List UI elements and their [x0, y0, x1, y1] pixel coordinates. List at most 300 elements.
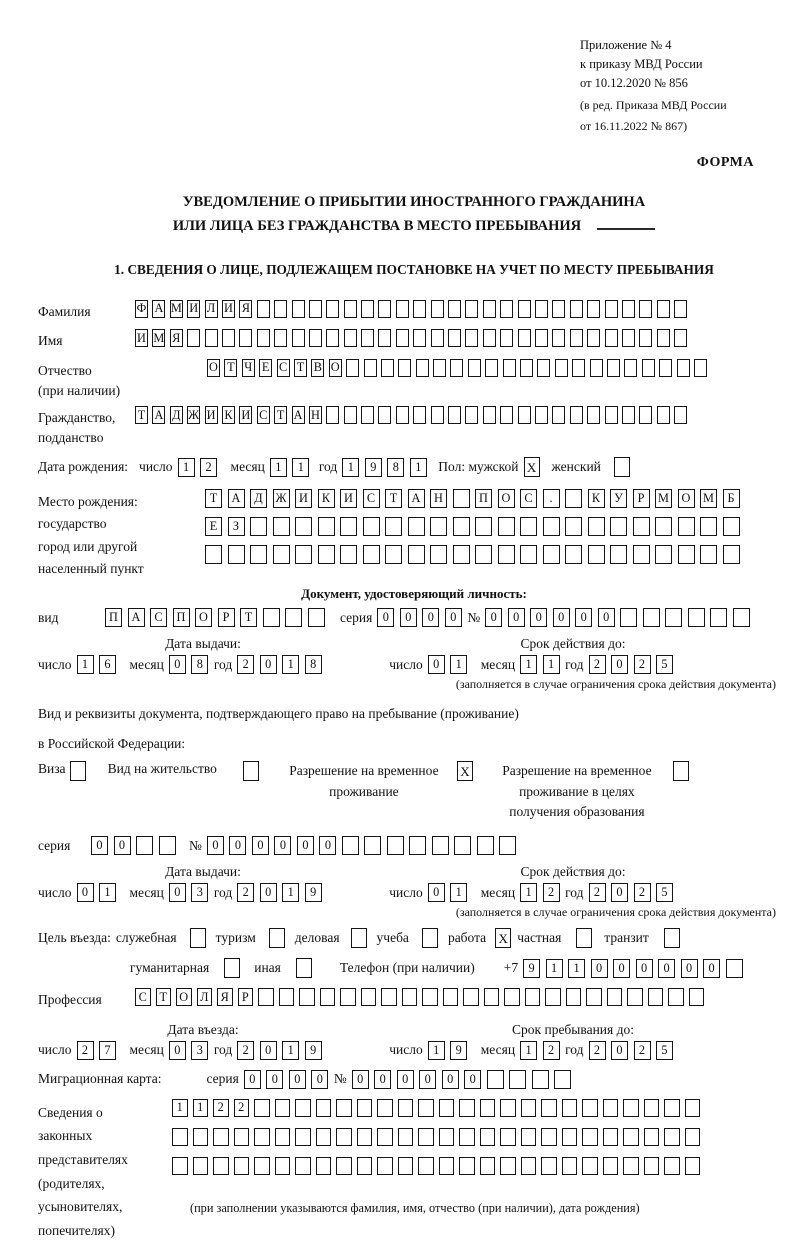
char-cell[interactable] [603, 1128, 619, 1146]
char-cell[interactable] [340, 988, 356, 1006]
char-cell[interactable]: 8 [191, 655, 208, 674]
char-cell[interactable] [500, 1128, 516, 1146]
char-cell[interactable] [623, 1157, 639, 1175]
char-cell[interactable] [607, 988, 623, 1006]
char-cell[interactable] [710, 608, 727, 627]
char-cell[interactable]: 2 [200, 458, 217, 477]
char-cell[interactable]: . [543, 489, 560, 508]
char-cell[interactable]: С [135, 988, 151, 1006]
char-cell[interactable] [448, 300, 461, 318]
char-cell[interactable] [228, 545, 245, 564]
char-cell[interactable] [385, 545, 402, 564]
char-cell[interactable] [624, 359, 637, 377]
char-cell[interactable] [453, 489, 470, 508]
char-cell[interactable]: 0 [553, 608, 570, 627]
char-cell[interactable]: 1 [520, 883, 537, 902]
char-cell[interactable] [396, 300, 409, 318]
char-cell[interactable]: 1 [282, 655, 299, 674]
char-cell[interactable] [398, 359, 411, 377]
char-cell[interactable] [499, 836, 516, 855]
char-cell[interactable] [657, 300, 670, 318]
char-cell[interactable]: 8 [305, 655, 322, 674]
char-cell[interactable]: Л [205, 300, 218, 318]
char-cell[interactable]: 0 [266, 1070, 283, 1089]
char-cell[interactable]: 2 [634, 1041, 651, 1060]
char-cell[interactable]: А [292, 406, 305, 424]
char-cell[interactable] [378, 329, 391, 347]
char-cell[interactable] [733, 608, 750, 627]
char-cell[interactable] [187, 329, 200, 347]
char-cell[interactable] [570, 300, 583, 318]
char-cell[interactable] [610, 517, 627, 536]
char-cell[interactable] [205, 329, 218, 347]
char-cell[interactable]: А [228, 489, 245, 508]
char-cell[interactable] [726, 959, 743, 978]
char-cell[interactable]: 0 [485, 608, 502, 627]
char-cell[interactable] [664, 1157, 680, 1175]
char-cell[interactable] [639, 329, 652, 347]
char-cell[interactable] [381, 988, 397, 1006]
char-cell[interactable]: 0 [508, 608, 525, 627]
char-cell[interactable] [299, 988, 315, 1006]
char-cell[interactable] [344, 406, 357, 424]
char-cell[interactable]: Ж [273, 489, 290, 508]
char-cell[interactable]: 1 [450, 883, 467, 902]
char-cell[interactable] [285, 608, 302, 627]
char-cell[interactable] [689, 988, 705, 1006]
char-cell[interactable]: 9 [523, 959, 540, 978]
char-cell[interactable] [475, 545, 492, 564]
char-cell[interactable]: 2 [589, 655, 606, 674]
char-cell[interactable] [565, 489, 582, 508]
char-cell[interactable] [521, 1128, 537, 1146]
char-cell[interactable] [448, 329, 461, 347]
char-cell[interactable] [431, 300, 444, 318]
char-cell[interactable]: М [655, 489, 672, 508]
char-cell[interactable] [257, 329, 270, 347]
char-cell[interactable] [678, 545, 695, 564]
char-cell[interactable] [520, 517, 537, 536]
char-cell[interactable] [587, 329, 600, 347]
char-cell[interactable]: Л [197, 988, 213, 1006]
char-cell[interactable] [432, 836, 449, 855]
char-cell[interactable]: 0 [91, 836, 108, 855]
char-cell[interactable] [295, 1157, 311, 1175]
char-cell[interactable] [552, 406, 565, 424]
char-cell[interactable] [633, 517, 650, 536]
char-cell[interactable]: Р [238, 988, 254, 1006]
char-cell[interactable]: М [152, 329, 165, 347]
char-cell[interactable]: 2 [589, 1041, 606, 1060]
char-cell[interactable]: С [520, 489, 537, 508]
char-cell[interactable] [381, 359, 394, 377]
char-cell[interactable] [159, 836, 176, 855]
char-cell[interactable] [664, 1128, 680, 1146]
char-cell[interactable] [205, 545, 222, 564]
char-cell[interactable]: Я [170, 329, 183, 347]
char-cell[interactable]: 0 [681, 959, 698, 978]
char-cell[interactable]: 1 [282, 1041, 299, 1060]
char-cell[interactable] [316, 1128, 332, 1146]
char-cell[interactable]: 1 [520, 1041, 537, 1060]
char-cell[interactable] [541, 1099, 557, 1117]
char-cell[interactable] [685, 1099, 701, 1117]
sex-female-checkbox[interactable] [614, 457, 630, 477]
char-cell[interactable]: К [318, 489, 335, 508]
char-cell[interactable] [555, 359, 568, 377]
char-cell[interactable] [318, 517, 335, 536]
char-cell[interactable] [590, 359, 603, 377]
char-cell[interactable]: 0 [636, 959, 653, 978]
char-cell[interactable] [213, 1128, 229, 1146]
char-cell[interactable]: 1 [520, 655, 537, 674]
char-cell[interactable]: 0 [658, 959, 675, 978]
purpose-transit-checkbox[interactable] [664, 928, 680, 948]
char-cell[interactable] [377, 1157, 393, 1175]
char-cell[interactable]: Ф [135, 300, 148, 318]
char-cell[interactable]: 9 [305, 1041, 322, 1060]
char-cell[interactable]: 1 [546, 959, 563, 978]
char-cell[interactable] [562, 1099, 578, 1117]
char-cell[interactable]: 0 [591, 959, 608, 978]
char-cell[interactable] [520, 359, 533, 377]
char-cell[interactable] [273, 545, 290, 564]
char-cell[interactable] [623, 1099, 639, 1117]
char-cell[interactable]: 0 [252, 836, 269, 855]
char-cell[interactable] [453, 517, 470, 536]
char-cell[interactable]: А [408, 489, 425, 508]
char-cell[interactable]: 2 [634, 655, 651, 674]
char-cell[interactable]: О [678, 489, 695, 508]
char-cell[interactable] [535, 300, 548, 318]
char-cell[interactable]: 1 [410, 458, 427, 477]
char-cell[interactable] [509, 1070, 526, 1089]
char-cell[interactable]: 0 [611, 883, 628, 902]
char-cell[interactable] [659, 359, 672, 377]
char-cell[interactable]: 0 [229, 836, 246, 855]
char-cell[interactable] [443, 988, 459, 1006]
char-cell[interactable] [402, 988, 418, 1006]
char-cell[interactable]: Е [259, 359, 272, 377]
char-cell[interactable]: 1 [292, 458, 309, 477]
char-cell[interactable] [387, 836, 404, 855]
char-cell[interactable]: 0 [613, 959, 630, 978]
char-cell[interactable] [439, 1157, 455, 1175]
char-cell[interactable] [532, 1070, 549, 1089]
char-cell[interactable] [413, 406, 426, 424]
char-cell[interactable] [566, 988, 582, 1006]
char-cell[interactable]: Е [205, 517, 222, 536]
char-cell[interactable] [377, 1128, 393, 1146]
char-cell[interactable]: 0 [244, 1070, 261, 1089]
char-cell[interactable]: У [610, 489, 627, 508]
char-cell[interactable]: 0 [611, 655, 628, 674]
char-cell[interactable] [518, 406, 531, 424]
char-cell[interactable] [483, 300, 496, 318]
char-cell[interactable]: В [311, 359, 324, 377]
char-cell[interactable] [234, 1128, 250, 1146]
char-cell[interactable] [295, 1128, 311, 1146]
char-cell[interactable] [430, 545, 447, 564]
char-cell[interactable]: 2 [237, 883, 254, 902]
char-cell[interactable]: Т [294, 359, 307, 377]
char-cell[interactable]: И [295, 489, 312, 508]
char-cell[interactable] [623, 1128, 639, 1146]
char-cell[interactable]: 7 [99, 1041, 116, 1060]
char-cell[interactable] [363, 545, 380, 564]
char-cell[interactable]: Т [274, 406, 287, 424]
char-cell[interactable]: Д [250, 489, 267, 508]
char-cell[interactable]: 0 [575, 608, 592, 627]
char-cell[interactable]: Я [239, 300, 252, 318]
char-cell[interactable]: 0 [428, 883, 445, 902]
char-cell[interactable] [586, 988, 602, 1006]
char-cell[interactable] [342, 836, 359, 855]
char-cell[interactable] [664, 1099, 680, 1117]
char-cell[interactable] [274, 300, 287, 318]
char-cell[interactable]: 0 [207, 836, 224, 855]
char-cell[interactable]: 0 [77, 883, 94, 902]
char-cell[interactable]: 1 [450, 655, 467, 674]
char-cell[interactable]: 2 [634, 883, 651, 902]
char-cell[interactable]: А [152, 406, 165, 424]
char-cell[interactable] [700, 545, 717, 564]
char-cell[interactable] [263, 608, 280, 627]
char-cell[interactable]: О [498, 489, 515, 508]
char-cell[interactable] [336, 1099, 352, 1117]
char-cell[interactable] [357, 1157, 373, 1175]
char-cell[interactable] [273, 517, 290, 536]
char-cell[interactable]: 3 [191, 1041, 208, 1060]
char-cell[interactable]: 0 [297, 836, 314, 855]
char-cell[interactable] [398, 1128, 414, 1146]
char-cell[interactable]: 2 [237, 655, 254, 674]
char-cell[interactable] [316, 1099, 332, 1117]
char-cell[interactable] [257, 300, 270, 318]
char-cell[interactable] [543, 517, 560, 536]
char-cell[interactable] [275, 1157, 291, 1175]
char-cell[interactable] [453, 545, 470, 564]
char-cell[interactable] [364, 836, 381, 855]
char-cell[interactable] [275, 1128, 291, 1146]
char-cell[interactable] [674, 406, 687, 424]
char-cell[interactable] [408, 545, 425, 564]
char-cell[interactable] [484, 988, 500, 1006]
char-cell[interactable]: Ч [242, 359, 255, 377]
char-cell[interactable] [413, 329, 426, 347]
char-cell[interactable]: К [222, 406, 235, 424]
char-cell[interactable]: С [363, 489, 380, 508]
char-cell[interactable] [363, 517, 380, 536]
char-cell[interactable]: 0 [703, 959, 720, 978]
char-cell[interactable]: 0 [419, 1070, 436, 1089]
char-cell[interactable] [398, 1099, 414, 1117]
char-cell[interactable]: 2 [234, 1099, 250, 1117]
char-cell[interactable] [535, 329, 548, 347]
char-cell[interactable] [562, 1128, 578, 1146]
char-cell[interactable] [723, 545, 740, 564]
char-cell[interactable]: П [475, 489, 492, 508]
char-cell[interactable] [465, 300, 478, 318]
char-cell[interactable] [688, 608, 705, 627]
char-cell[interactable] [500, 406, 513, 424]
char-cell[interactable] [605, 406, 618, 424]
char-cell[interactable]: 0 [442, 1070, 459, 1089]
purpose-humanitarian-checkbox[interactable] [224, 958, 240, 978]
char-cell[interactable] [258, 988, 274, 1006]
char-cell[interactable] [677, 359, 690, 377]
char-cell[interactable] [633, 545, 650, 564]
char-cell[interactable] [136, 836, 153, 855]
char-cell[interactable] [234, 1157, 250, 1175]
char-cell[interactable] [674, 300, 687, 318]
char-cell[interactable] [518, 329, 531, 347]
char-cell[interactable]: П [173, 608, 190, 627]
char-cell[interactable] [340, 545, 357, 564]
char-cell[interactable] [416, 359, 429, 377]
purpose-business-checkbox[interactable] [351, 928, 367, 948]
char-cell[interactable] [622, 406, 635, 424]
char-cell[interactable] [254, 1128, 270, 1146]
char-cell[interactable] [480, 1099, 496, 1117]
char-cell[interactable] [459, 1157, 475, 1175]
char-cell[interactable] [639, 300, 652, 318]
char-cell[interactable] [292, 300, 305, 318]
char-cell[interactable]: 0 [397, 1070, 414, 1089]
char-cell[interactable] [500, 1099, 516, 1117]
char-cell[interactable]: О [195, 608, 212, 627]
char-cell[interactable] [274, 329, 287, 347]
char-cell[interactable] [396, 406, 409, 424]
char-cell[interactable]: К [588, 489, 605, 508]
char-cell[interactable] [320, 988, 336, 1006]
char-cell[interactable]: И [205, 406, 218, 424]
char-cell[interactable] [657, 406, 670, 424]
char-cell[interactable]: 1 [270, 458, 287, 477]
purpose-private-checkbox[interactable] [576, 928, 592, 948]
char-cell[interactable] [361, 329, 374, 347]
char-cell[interactable] [439, 1099, 455, 1117]
char-cell[interactable]: 1 [77, 655, 94, 674]
char-cell[interactable]: Я [217, 988, 233, 1006]
char-cell[interactable] [361, 300, 374, 318]
char-cell[interactable]: Т [224, 359, 237, 377]
char-cell[interactable]: И [222, 300, 235, 318]
char-cell[interactable]: 0 [169, 655, 186, 674]
char-cell[interactable] [346, 359, 359, 377]
char-cell[interactable]: П [105, 608, 122, 627]
char-cell[interactable] [552, 329, 565, 347]
char-cell[interactable] [378, 300, 391, 318]
char-cell[interactable] [213, 1157, 229, 1175]
char-cell[interactable] [554, 1070, 571, 1089]
char-cell[interactable] [308, 608, 325, 627]
char-cell[interactable] [639, 406, 652, 424]
char-cell[interactable] [562, 1157, 578, 1175]
char-cell[interactable]: С [257, 406, 270, 424]
char-cell[interactable]: 2 [589, 883, 606, 902]
char-cell[interactable] [587, 406, 600, 424]
char-cell[interactable] [498, 545, 515, 564]
char-cell[interactable] [459, 1099, 475, 1117]
char-cell[interactable] [409, 836, 426, 855]
char-cell[interactable] [477, 836, 494, 855]
char-cell[interactable]: 1 [193, 1099, 209, 1117]
char-cell[interactable] [422, 988, 438, 1006]
char-cell[interactable] [295, 1099, 311, 1117]
char-cell[interactable] [326, 406, 339, 424]
char-cell[interactable]: 0 [260, 883, 277, 902]
char-cell[interactable]: 8 [387, 458, 404, 477]
char-cell[interactable] [541, 1128, 557, 1146]
char-cell[interactable] [275, 1099, 291, 1117]
char-cell[interactable]: 0 [352, 1070, 369, 1089]
char-cell[interactable]: 1 [282, 883, 299, 902]
char-cell[interactable]: Н [430, 489, 447, 508]
char-cell[interactable]: Р [633, 489, 650, 508]
char-cell[interactable]: С [277, 359, 290, 377]
char-cell[interactable] [439, 1128, 455, 1146]
char-cell[interactable] [644, 1157, 660, 1175]
char-cell[interactable]: А [128, 608, 145, 627]
char-cell[interactable] [408, 517, 425, 536]
char-cell[interactable]: 0 [169, 883, 186, 902]
char-cell[interactable] [172, 1128, 188, 1146]
char-cell[interactable] [610, 545, 627, 564]
char-cell[interactable] [535, 406, 548, 424]
purpose-official-checkbox[interactable] [190, 928, 206, 948]
char-cell[interactable]: 0 [319, 836, 336, 855]
char-cell[interactable]: Б [723, 489, 740, 508]
char-cell[interactable]: 5 [656, 883, 673, 902]
char-cell[interactable] [678, 517, 695, 536]
char-cell[interactable] [361, 406, 374, 424]
char-cell[interactable] [570, 406, 583, 424]
char-cell[interactable] [572, 359, 585, 377]
char-cell[interactable]: 0 [611, 1041, 628, 1060]
char-cell[interactable]: 6 [99, 655, 116, 674]
char-cell[interactable]: 1 [543, 655, 560, 674]
char-cell[interactable]: 2 [213, 1099, 229, 1117]
char-cell[interactable] [418, 1099, 434, 1117]
char-cell[interactable] [622, 329, 635, 347]
char-cell[interactable] [250, 545, 267, 564]
char-cell[interactable] [316, 1157, 332, 1175]
char-cell[interactable] [357, 1099, 373, 1117]
char-cell[interactable]: 1 [178, 458, 195, 477]
char-cell[interactable] [694, 359, 707, 377]
char-cell[interactable] [364, 359, 377, 377]
char-cell[interactable]: 1 [342, 458, 359, 477]
char-cell[interactable] [279, 988, 295, 1006]
char-cell[interactable] [318, 545, 335, 564]
char-cell[interactable] [430, 517, 447, 536]
char-cell[interactable] [588, 517, 605, 536]
char-cell[interactable]: 0 [445, 608, 462, 627]
char-cell[interactable]: 5 [656, 655, 673, 674]
char-cell[interactable] [254, 1099, 270, 1117]
char-cell[interactable]: 0 [289, 1070, 306, 1089]
char-cell[interactable]: А [152, 300, 165, 318]
char-cell[interactable] [448, 406, 461, 424]
char-cell[interactable] [487, 1070, 504, 1089]
char-cell[interactable] [357, 1128, 373, 1146]
char-cell[interactable] [521, 1157, 537, 1175]
char-cell[interactable]: О [176, 988, 192, 1006]
char-cell[interactable]: 9 [365, 458, 382, 477]
char-cell[interactable] [450, 359, 463, 377]
char-cell[interactable]: 9 [450, 1041, 467, 1060]
